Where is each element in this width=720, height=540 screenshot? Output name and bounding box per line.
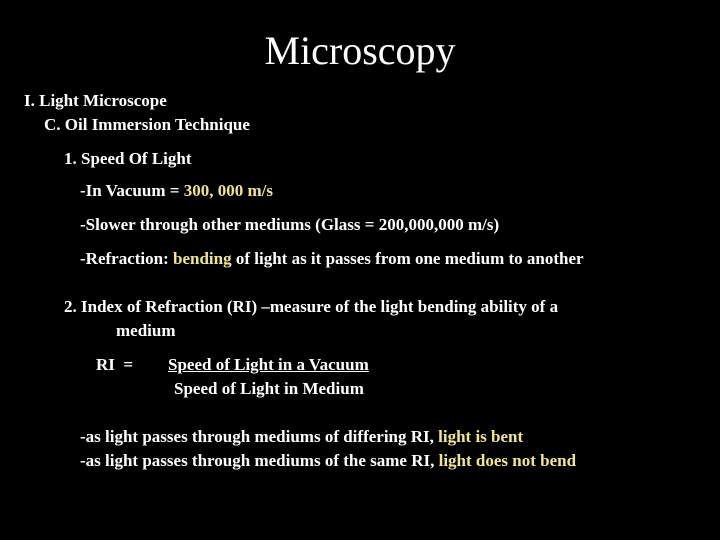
note-differing-prefix: -as light passes through mediums of differing RI,: [80, 427, 439, 446]
refraction-prefix: -Refraction:: [80, 249, 173, 268]
vacuum-prefix: -In Vacuum =: [80, 181, 184, 200]
ri-label: RI =: [96, 355, 134, 374]
note-differing-highlight: light is bent: [438, 427, 524, 446]
vacuum-line: [80, 180, 273, 202]
refraction-suffix: of light as it passes from one medium to another: [231, 249, 584, 268]
point1-heading: 1. Speed Of Light: [64, 149, 192, 168]
note-differing: [80, 426, 523, 448]
refraction-line: [80, 248, 584, 270]
ri-denominator: Speed of Light in Medium: [174, 379, 364, 398]
vacuum-value: 300, 000 m/s: [183, 181, 273, 200]
outline-subsection: C. Oil Immersion Technique: [44, 115, 250, 134]
point2-heading-line2: medium: [116, 321, 176, 340]
point2-heading-line1: 2. Index of Refraction (RI) –measure of the light bending ability of a: [64, 297, 559, 316]
note-same: [80, 450, 576, 472]
note-same-highlight: light does not bend: [438, 451, 577, 470]
outline-section: I. Light Microscope: [24, 91, 167, 110]
note-same-prefix: -as light passes through mediums of the same RI,: [80, 451, 439, 470]
refraction-term: bending: [173, 249, 232, 268]
slower-line: -Slower through other mediums (Glass = 200,000,000 m/s): [80, 215, 500, 234]
ri-numerator: Speed of Light in a Vacuum: [168, 355, 369, 374]
slide-title: Microscopy: [264, 28, 456, 73]
